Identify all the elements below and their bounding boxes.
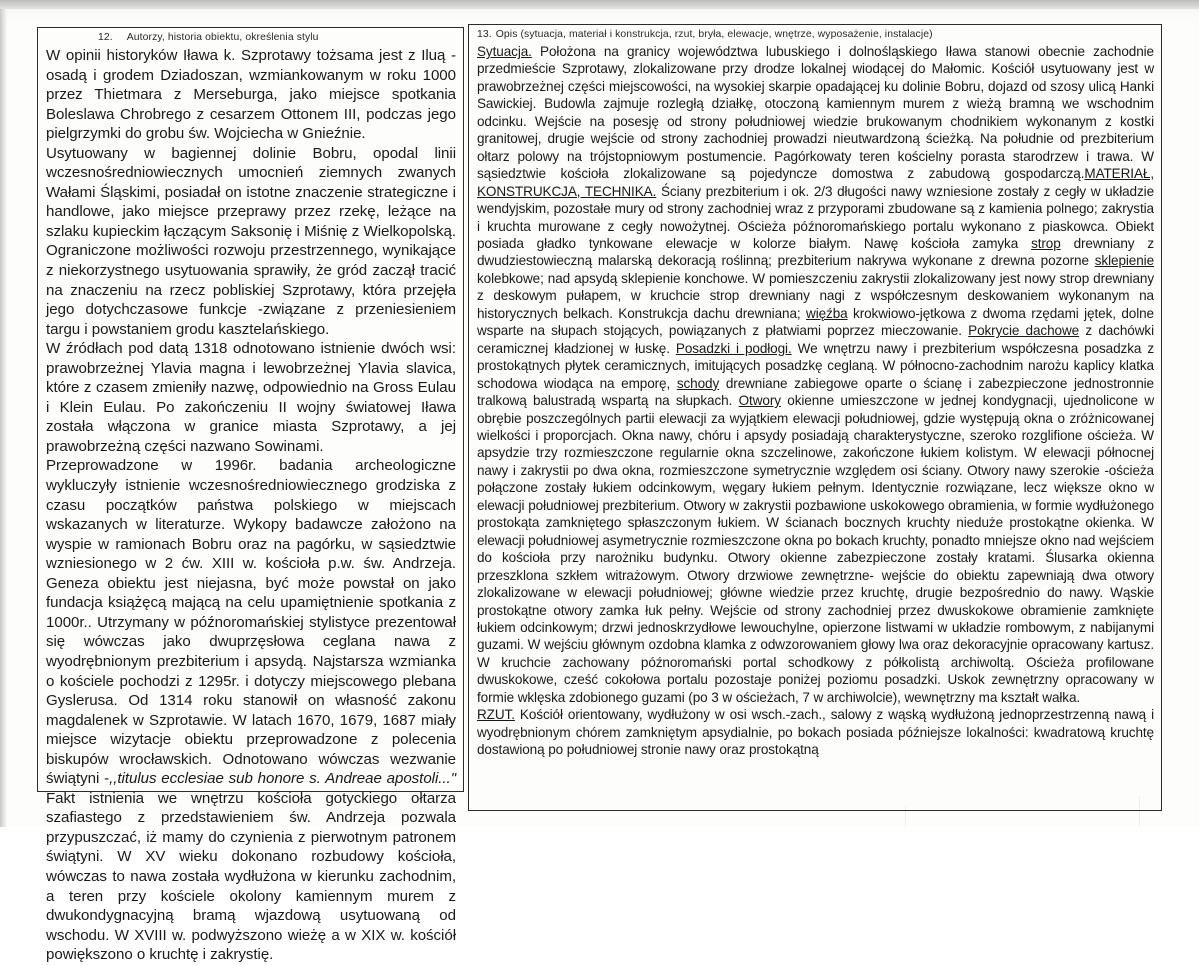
section-13-body: [477, 43, 1154, 759]
term-wiezba: więźba: [806, 305, 848, 321]
term-schody: schody: [676, 375, 720, 391]
paragraph: Usytuowany w bagiennej dolinie Bobru, opodal linii wczesnośredniowiecznych umocnień ziemnych zwanych Wałami Śląskimi, posiadał on istotne znaczenie strategiczne i handlowe, jako miejsce przeprawy przez rzekę, leżące na szlaku kupieckim łączącym Saksonię i Miśnię z Wielkopolską. Ograniczone możliwości rozwoju przestrzennego, wynikające z niekorzystnego usytuowania sprawiły, że gród zaczął tracić na znaczeniu na rzecz pobliskiej Szprotawy, która przejęła jego dotychczasowe funkcje -związane z przeniesieniem targu i powstaniem grodu kasztelańskiego.: [46, 144, 456, 338]
subheading-material-konstrukcja-technika: MATERIAŁ, KONSTRUKCJA, TECHNIKA.: [477, 166, 1154, 199]
text-after-sklepienie: kolebkowe; nad apsydą sklepienie konchowe. W pomieszczeniu zakrystii zlokalizowany jest nowy strop drewniany z deskowym pułapem, w kruchcie strop drewniany nagi z współczesnym deskowaniem wykonanym na historycznych belkach. Konstrukcja dachu drewniana;: [477, 270, 1154, 321]
term-pokrycie-dachowe: Pokrycie dachowe: [968, 323, 1080, 339]
rzut-text: Kościół orientowany, wydłużony w osi wsch.-zach., salowy z wąską wydłużoną jednoprzestrzenną nawą i wyodrębnionym chórem zamkniętym apsydialnie, po bokach posiada późniejsze lokalności: kwadratową kruchtę dostawioną po południowej stronie nawy oraz prostokątną: [477, 707, 1154, 758]
section-13-label: Opis (sytuacja, materiał i konstrukcja, rzut, bryła, elewacje, wnętrze, wyposażenie, instalacje): [495, 29, 933, 40]
section-12-authors-history-style: [37, 27, 464, 964]
text-after-posadzki: We wnętrzu nawy i prezbiterium współczesna posadzka z prostokątnych płytek ceramicznych, imitujących posadzkę ceglaną. W północno-zachodnim narożu kaplicy klatka schodowa wiodąca na emporę,: [477, 340, 1155, 391]
term-sklepienie: sklepienie: [1094, 253, 1154, 269]
latin-quote: ,,titulus ecclesiae sub honore s. Andreae apostoli...": [109, 770, 457, 788]
section-12-header: [46, 31, 456, 44]
material-text: Ściany prezbiterium i ok. 2/3 długości nawy wzniesione zostały z cegły w układzie wendyjskim, pozostałe mury od strony zachodniej wraz z przyporami zbudowane są z kamienia polnego; zakrystia i kruchta murowane z cegły nowożytnej. Ościeża późnoromańskiego portalu wykonano z piaskowca. Obiekt posiada gładko tynkowane elewacje w kolorze białym. Nawę kościoła zamyka: [477, 183, 1155, 251]
section-12-label: Autorzy, historia obiektu, określenia stylu: [126, 32, 319, 43]
text-after-strop: drewniany z dwudziestowieczną malarską dekoracją roślinną; prezbiterium nakrywa wykonane z drewna pozorne: [477, 235, 1154, 269]
subheading-rzut: RZUT.: [477, 707, 515, 723]
section-13-description: [468, 24, 1162, 811]
text-after-wiezba: krokwiowo-jętkowa z dwoma rzędami jętek, dolne wsparte na słupach stojących, powiązanych z płatwiami poprzez mieczowanie.: [477, 305, 1154, 339]
text-after-otwory: okienne umieszczone w jednej kondygnacji, ujednolicone w obrębie poszczególnych partii elewacji za wyjątkiem elewacji południowej, gdzie występują okna o zróżnicowanej wielkości i proporcjach. Okna nawy, chóru i apsydy posiadają charakterystyczne, szeroko rozglifione ościeża. W apsydzie trzy rozmieszczone regularnie okna szczelinowe, zakończone łukiem kolistym. W elewacji północnej nawy i zakrystii po dwa okna, rozmieszczone symetrycznie względem osi ściany. Otwory nawy szerokie -ościeża połączone zostały łukiem odcinkowym, węgary łukiem pełnym. Identycznie rozwiązane, lecz większe okno w elewacji południowej prezbiterium. Otwory w zakrystii pozbawione uskokowego obramienia, w formie wydłużonego prostokąta zamkniętego spłaszczonym łukiem. W ścianach bocznych kruchty nieduże prostokątne okienka. W elewacji południowej asymetrycznie rozmieszczone okna po bokach kruchty, ponadto mniejsze okno nad wejściem do kościoła przy narożniku budynku. Otwory okienne zabezpieczone zostały kratami. Ślusarka okienna przeszklona szkłem witrażowym. Otwory drzwiowe zewnętrzne- wejście do obiektu zapewniają dwa otwory zlokalizowane w elewacji południowej; główne wiedzie przez kruchtę, drugie bezpośrednio do nawy. Wąskie prostokątne otwory zamka łuk pełny. Wejście od strony zachodniej przez dwuskokowe obramienie zamknięte łukiem odcinkowym; drzwi jednoskrzydłowe lewouchylne, opierzone listwami w układzie rombowym, z nabijanymi guzami. W wejściu głównym ozdobna klamka z odwzorowaniem głowy lwa oraz dekoracyjnie opracowany kartusz. W kruchcie zachowany późnoromański portal schodkowy z półkolistą archiwoltą. Ościeża profilowane dwuskokowe, cześć cokołowa portalu pozostaje poniżej poziomu posadzki. Uskok zewnętrzny opracowany w formie wklęska zdobionego guzami (po 3 w ościeżach, 7 w archiwolcie), wewnętrzny ma kształt wałka.: [477, 393, 1154, 705]
paragraph-with-latin-quote: [46, 456, 456, 964]
sytuacja-text: Położona na granicy województwa lubuskiego i dolnośląskiego Iława stanowi obecnie zachodnie przedmieście Szprotawy, zlokalizowane przy drodze lokalnej wiodącej do Małomic. Kościół usytuowany jest w prawobrzeżnej części miejscowości, na wysokiej skarpie opadającej ku dolinie Bobru, dojazd od szosy ulicą Hanki Sawickiej. Budowla zajmuje rozległą działkę, otoczoną kamiennym murem z wieżą bramną we wschodnim odcinku. Wejście na posesję od strony południowej wiedzie brukowanym chodnikiem wykonanym z kostki granitowej, drugie wejście od strony zachodniej prowadzi nieutwardzoną ścieżką. Na południe od prezbiterium ołtarz polowy na trójstopniowym postumencie. Pagórkowaty teren kościelny porasta starodrzew i trawa. W sąsiedztwie kościoła zlokalizowane są pojedyncze domostwa z zabudową gospodarczą.: [477, 44, 1154, 182]
rzut-paragraph: [477, 706, 1154, 758]
paragraph-tail: Fakt istnienia we wnętrzu kościoła gotyckiego ołtarza szafiastego z przedstawieniem św. Andrzeja pozwala przypuszczać, iż mamy do czynienia z pierwotnym patronem świątyni. W XV wieku dokonano rozbudowy kościoła, wówczas to nawa została wydłużona w kierunku zachodnim, a teren przy kościele okolony kamiennym murem z dwukondygnacyjną bramą wjazdową usytuowaną od wschodu. W XVIII w. podwyższono wieżę a w XIX w. kościół powiększono o kruchtę i zakrystię.: [46, 789, 456, 964]
section-13-number: 13.: [477, 29, 492, 40]
scan-left-edge-shadow: [0, 9, 7, 827]
subheading-sytuacja: Sytuacja.: [477, 44, 532, 59]
text-after-pokrycie: z dachówki ceramicznej kładzionej w łuskę.: [477, 323, 1154, 356]
section-13-header: [477, 28, 1154, 41]
scan-top-edge-shadow: [0, 0, 1199, 9]
term-strop: strop: [1031, 235, 1061, 251]
text-after-schody: drewniane zabiegowe oparte o ścianę i zabezpieczone jednostronnie tralkową balustradą wspartą na słupkach.: [477, 375, 1154, 409]
paragraph-lead: Przeprowadzone w 1996r. badania archeologiczne wykluczyły istnienie wczesnośredniowiecznego grodziska z czasu początków państwa polskiego w miejscach wskazanych w literaturze. Wykopy badawcze założono na wyspie w ramionach Bobru oraz na pagórku, w sąsiedztwie wzniesionego w 2 ćw. XIII w. kościoła p.w. św. Andrzeja. Geneza obiektu jest niejasna, być może powstał on jako fundacja książęcą mającą na celu upamiętnienie spotkania z 1000r.. Utrzymany w późnoromańskiej stylistyce prezentował się wówczas jako dwuprzęsłowa ceglana nawa z wyodrębnionym prezbiterium i apsydą. Najstarsza wzmianka o kościele pochodzi z 1295r. i dotyczy miejscowego plebana Gyslerusa. Od 1314 roku stanowił on własność zakonu magdalenek w Szprotawie. W latach 1670, 1679, 1687 miały miejsce wizytacje obiektu przeprowadzone z polecenia biskupów wrocławskich. Odnotowano wówczas wezwanie świątyni -: [46, 457, 456, 788]
subheading-posadzki-i-podlogi: Posadzki i podłogi.: [675, 340, 792, 356]
description-running-text: [477, 43, 1154, 706]
section-12-number: 12.: [98, 32, 113, 43]
paragraph: W źródłach pod datą 1318 odnotowano istnienie dwóch wsi: prawobrzeżnej Ylavia magna i lewobrzeżnej Ylavia slavica, które z czasem zmieniły nazwę, odpowiednio na Gross Eulau i Klein Eulau. Po zakończeniu II wojny światowej Iława została włączona w granice miasta Szprotawy, a jej prawobrzeżną części nazwano Sowinami.: [46, 340, 456, 455]
term-otwory: Otwory: [738, 393, 781, 409]
paragraph: W opinii historyków Iława k. Szprotawy tożsama jest z Iluą - osadą i grodem Dziadoszan, wzmiankowanym w roku 1000 przez Thietmara z Merseburga, jako miejsce spotkania Boleslawa Chrobrego z cesarzem Ottonem III, podczas jego pielgrzymki do grobu św. Wojciecha w Gnieźnie.: [46, 47, 456, 143]
